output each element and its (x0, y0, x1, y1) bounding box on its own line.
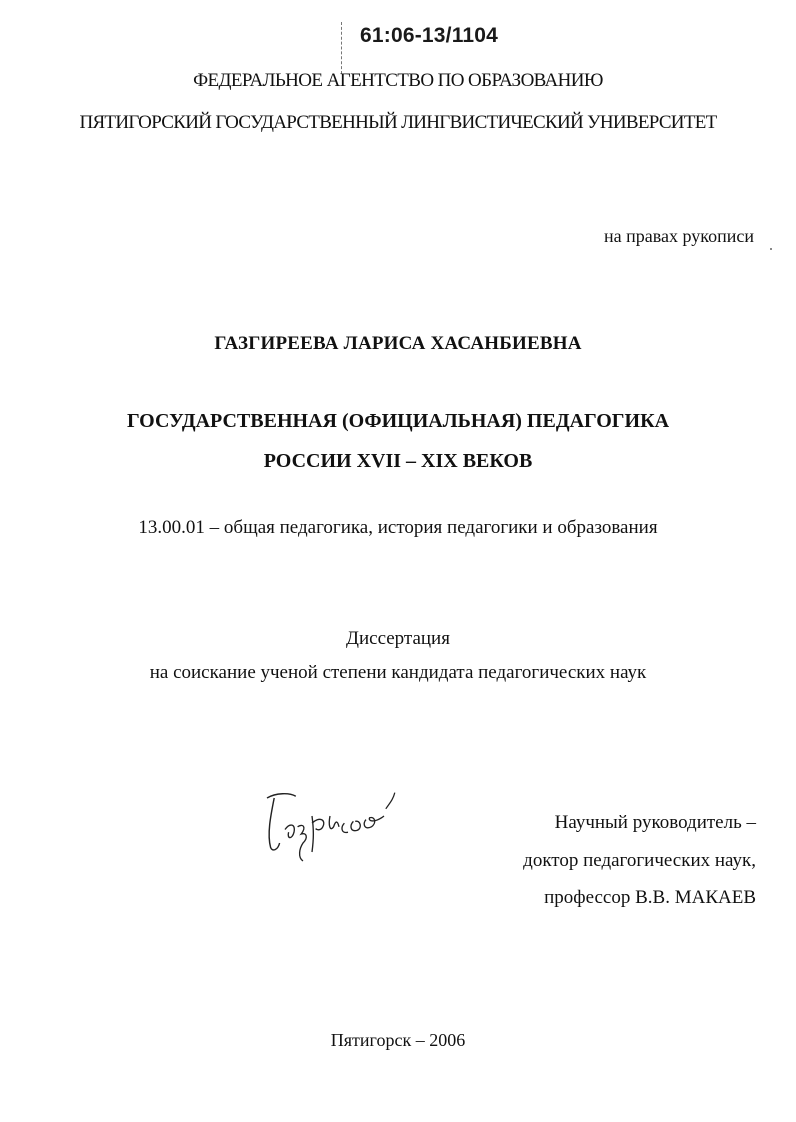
author-signature (240, 780, 420, 870)
supervisor-degree: доктор педагогических наук, (523, 850, 756, 871)
city-year: Пятигорск – 2006 (330, 1030, 466, 1050)
manuscript-note: на правах рукописи (604, 226, 754, 246)
degree-line: на соискание ученой степени кандидата педагогических наук (149, 662, 647, 683)
title-line-2: РОССИИ XVII – XIX ВЕКОВ (263, 450, 533, 472)
title-line-1: ГОСУДАРСТВЕННАЯ (ОФИЦИАЛЬНАЯ) ПЕДАГОГИКА (126, 410, 670, 432)
author-name: ГАЗГИРЕЕВА ЛАРИСА ХАСАНБИЕВНА (214, 333, 582, 354)
work-type: Диссертация (346, 628, 450, 649)
stamp-divider (341, 22, 342, 74)
supervisor-name: профессор В.В. МАКАЕВ (544, 887, 756, 908)
agency-heading: ФЕДЕРАЛЬНОЕ АГЕНТСТВО ПО ОБРАЗОВАНИЮ (193, 70, 603, 91)
specialty-code: 13.00.01 – общая педагогика, история педагогики и образования (138, 517, 658, 538)
supervisor-role: Научный руководитель – (554, 812, 756, 833)
scan-speck (770, 248, 772, 250)
university-heading: ПЯТИГОРСКИЙ ГОСУДАРСТВЕННЫЙ ЛИНГВИСТИЧЕСКИЙ УНИВЕРСИТЕТ (79, 112, 717, 133)
archive-stamp: 61:06-13/1104 (360, 24, 499, 47)
